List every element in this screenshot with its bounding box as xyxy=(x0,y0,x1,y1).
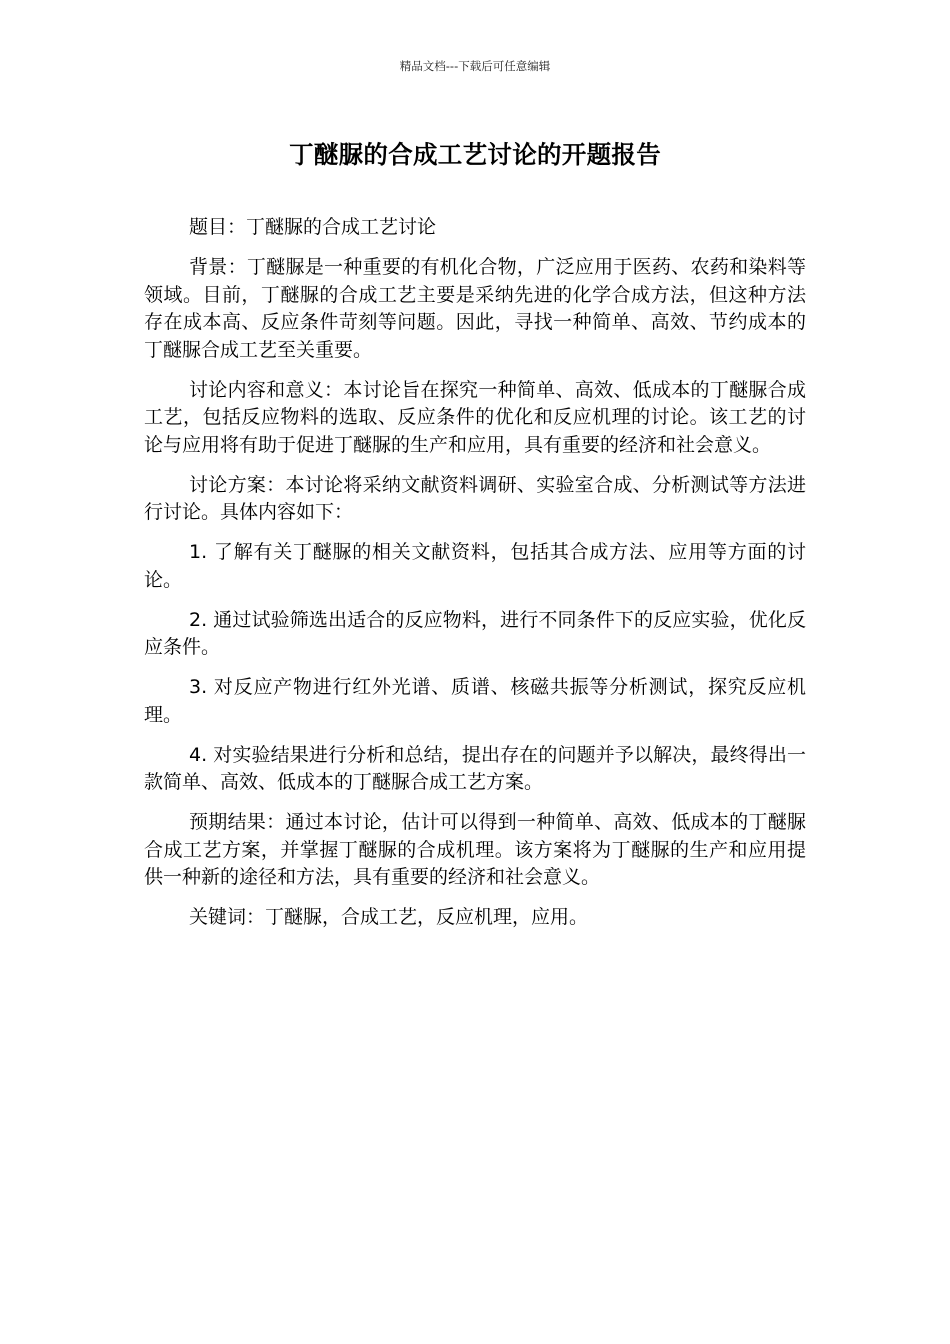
header-note: 精品文档---下载后可任意编辑 xyxy=(399,59,551,73)
paragraph-content-significance: 讨论内容和意义：本讨论旨在探究一种简单、高效、低成本的丁醚脲合成工艺，包括反应物料的选取、反应条件的优化和反应机理的讨论。该工艺的讨论与应用将有助于促进丁醚脲的生产和应用，具有重要的经济和社会意义。 xyxy=(144,378,806,456)
paragraph-plan-item-4: 4. 对实验结果进行分析和总结，提出存在的问题并予以解决，最终得出一款简单、高效、低成本的丁醚脲合成工艺方案。 xyxy=(144,743,806,793)
paragraph-plan-item-3: 3. 对反应产物进行红外光谱、质谱、核磁共振等分析测试，探究反应机理。 xyxy=(144,676,806,726)
paragraph-background: 背景：丁醚脲是一种重要的有机化合物，广泛应用于医药、农药和染料等领域。目前，丁醚脲的合成工艺主要是采纳先进的化学合成方法，但这种方法存在成本高、反应条件苛刻等问题。因此，寻找一种简单、高效、节约成本的丁醚脲合成工艺至关重要。 xyxy=(144,256,806,361)
document-body xyxy=(144,214,806,944)
document-title: 丁醚脲的合成工艺讨论的开题报告 xyxy=(289,140,661,169)
paragraph-plan-item-2: 2. 通过试验筛选出适合的反应物料，进行不同条件下的反应实验，优化反应条件。 xyxy=(144,608,806,658)
paragraph-plan-item-1: 1. 了解有关丁醚脲的相关文献资料，包括其合成方法、应用等方面的讨论。 xyxy=(144,541,806,591)
paragraph-keywords: 关键词：丁醚脲，合成工艺，反应机理，应用。 xyxy=(189,906,589,928)
paragraph-topic: 题目：丁醚脲的合成工艺讨论 xyxy=(189,216,437,238)
paragraph-plan: 讨论方案：本讨论将采纳文献资料调研、实验室合成、分析测试等方法进行讨论。具体内容如下： xyxy=(144,473,806,523)
paragraph-expected-results: 预期结果：通过本讨论，估计可以得到一种简单、高效、低成本的丁醚脲合成工艺方案，并掌握丁醚脲的合成机理。该方案将为丁醚脲的生产和应用提供一种新的途径和方法，具有重要的经济和社会意义。 xyxy=(144,811,806,888)
